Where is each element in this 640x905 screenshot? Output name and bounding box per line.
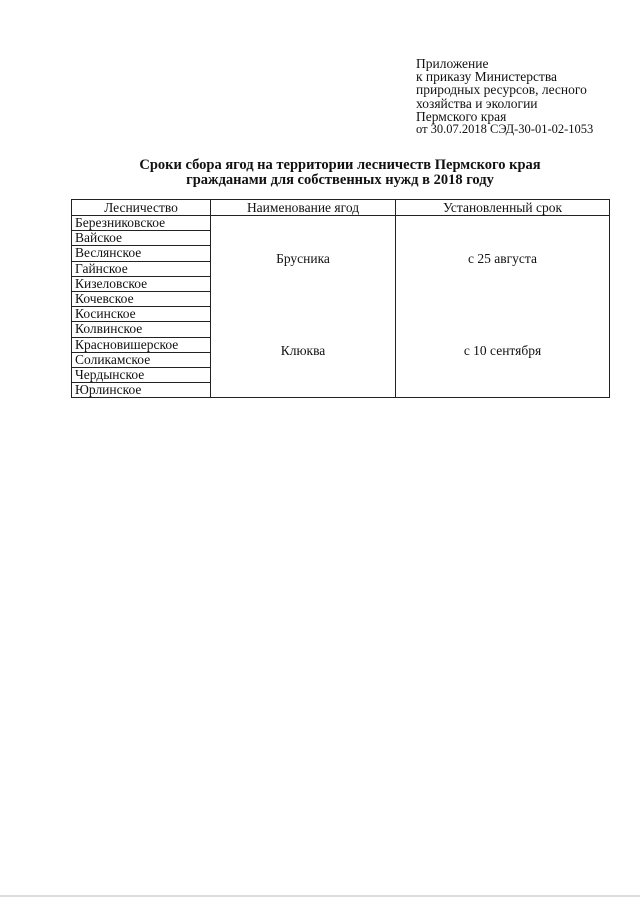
forestry-cell: Колвинское — [72, 322, 211, 337]
forestry-cell: Гайнское — [72, 261, 211, 276]
forestry-cell: Косинское — [72, 307, 211, 322]
appendix-line: Приложение — [416, 56, 489, 71]
berry-name-cell — [211, 216, 396, 398]
term-cell — [396, 216, 610, 398]
appendix-line: Пермского края — [416, 108, 507, 124]
berry-name-2: Клюква — [280, 343, 326, 358]
forestry-cell: Юрлинское — [72, 383, 211, 398]
forestry-cell: Соликамское — [72, 352, 211, 367]
table-header-row — [72, 200, 610, 216]
header-term: Установленный срок — [396, 200, 610, 216]
forestry-cell: Веслянское — [72, 246, 211, 261]
appendix-order-date: от 30.07.2018 СЭД-30-01-02-1053 — [416, 122, 594, 137]
forestry-cell: Березниковское — [72, 216, 211, 231]
forestry-cell: Чердынское — [72, 367, 211, 382]
appendix-header — [416, 57, 636, 136]
forestry-cell: Кизеловское — [72, 276, 211, 291]
berry-name-1: Брусника — [276, 251, 330, 266]
forestry-cell: Кочевское — [72, 291, 211, 306]
forestry-cell: Вайское — [72, 231, 211, 246]
title-line-1: Сроки сбора ягод на территории лесничеств Пермского края — [139, 157, 541, 173]
document-title — [60, 158, 620, 188]
appendix-line: хозяйства и экологии — [416, 95, 538, 111]
header-forestry: Лесничество — [72, 200, 211, 216]
table-row — [72, 216, 610, 231]
term-1: с 25 августа — [468, 251, 537, 266]
term-2: с 10 сентября — [463, 343, 542, 358]
header-berry-name: Наименование ягод — [211, 200, 396, 216]
scan-edge-line — [0, 895, 640, 897]
forestry-cell: Красновишерское — [72, 337, 211, 352]
title-line-2: гражданами для собственных нужд в 2018 году — [186, 172, 494, 188]
appendix-line: к приказу Министерства — [416, 69, 558, 85]
berry-terms-table — [71, 199, 610, 398]
appendix-line: природных ресурсов, лесного — [416, 82, 587, 98]
